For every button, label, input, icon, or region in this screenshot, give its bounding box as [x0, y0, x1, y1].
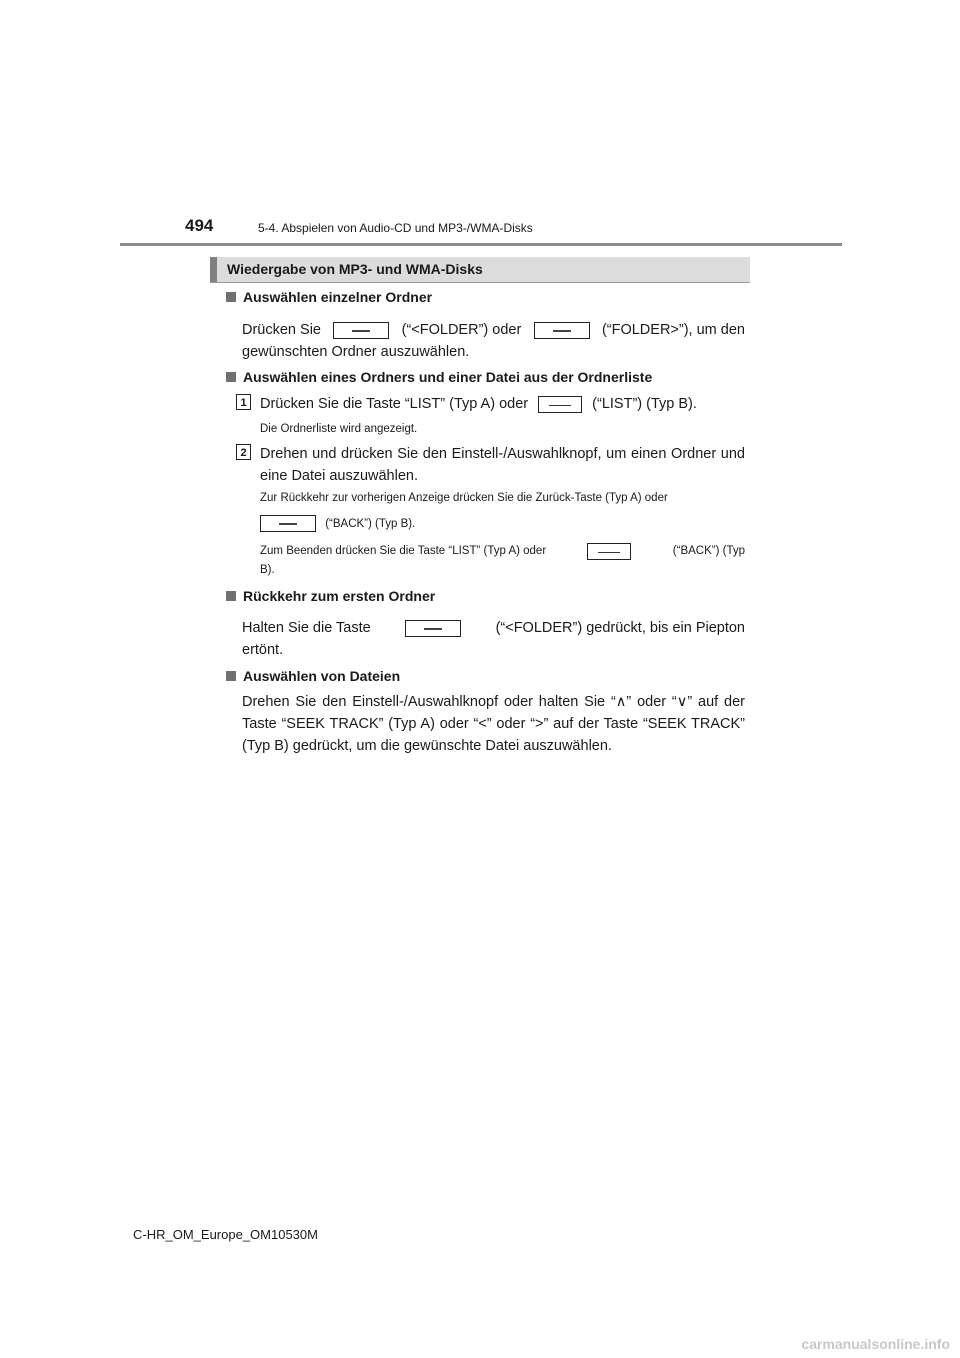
heading-underline — [210, 282, 750, 283]
paragraph-select-folder: Drücken Sie (“<FOLDER”) oder (“FOLDER>”), um den gewünschten Ordner auszuwählen. — [242, 322, 745, 360]
subheading-text: Rückkehr zum ersten Ordner — [243, 588, 436, 604]
square-bullet-icon — [226, 591, 236, 601]
step-1-text: Drücken Sie die Taste “LIST” (Typ A) oder (“LIST”) (Typ B). — [260, 396, 697, 412]
square-bullet-icon — [226, 671, 236, 681]
page-number: 494 — [185, 216, 214, 235]
subheading-text: Auswählen von Dateien — [243, 668, 401, 684]
section-heading-text: Wiedergabe von MP3- und WMA-Disks — [227, 261, 483, 277]
step-number-2: 2 — [236, 444, 251, 460]
paragraph-first-folder: Halten Sie die Taste (“<FOLDER”) gedrückt, bis ein Piepton ertönt. — [242, 620, 745, 658]
step-number-1: 1 — [236, 394, 251, 410]
step-2-note-1-cont: (“BACK”) (Typ B). — [260, 515, 745, 534]
back-button-icon — [587, 543, 631, 560]
list-button-icon — [538, 396, 582, 413]
square-bullet-icon — [226, 292, 236, 302]
square-bullet-icon — [226, 372, 236, 382]
folder-down-button-icon — [405, 620, 461, 637]
step-2-note-2: Zum Beenden drücken Sie die Taste “LIST” (Typ A) oder (“BACK”) (Typ B). — [260, 545, 745, 576]
footer-doc-id: C-HR_OM_Europe_OM10530M — [133, 1227, 318, 1242]
section-heading — [210, 257, 750, 282]
watermark: carmanualsonline.info — [801, 1336, 950, 1352]
subheading-folder-list — [226, 369, 652, 385]
subheading-first-folder — [226, 588, 435, 604]
header-rule — [120, 243, 842, 246]
paragraph-select-files: Drehen Sie den Einstell-/Auswahlknopf oder halten Sie “∧” oder “∨” auf der Taste “SEEK TRACK” (Typ A) oder “<” oder “>” auf der Taste “SEEK TRACK” (Typ B) gedrückt, um die gewünschte Datei auszuwählen. — [242, 694, 745, 754]
subheading-select-folder — [226, 289, 432, 305]
folder-down-button-icon — [333, 322, 389, 339]
folder-up-button-icon — [534, 322, 590, 339]
step-2-text: Drehen und drücken Sie den Einstell-/Auswahlknopf, um einen Ordner und eine Datei auszuwählen. — [260, 446, 745, 484]
step-2-note-1: Zur Rückkehr zur vorherigen Anzeige drücken Sie die Zurück-Taste (Typ A) oder — [260, 492, 668, 504]
step-1-note: Die Ordnerliste wird angezeigt. — [260, 423, 418, 435]
subheading-text: Auswählen eines Ordners und einer Datei aus der Ordnerliste — [243, 369, 653, 385]
section-title: 5-4. Abspielen von Audio-CD und MP3-/WMA-Disks — [258, 221, 533, 235]
subheading-text: Auswählen einzelner Ordner — [243, 289, 433, 305]
subheading-select-files — [226, 668, 400, 684]
back-button-icon — [260, 515, 316, 532]
